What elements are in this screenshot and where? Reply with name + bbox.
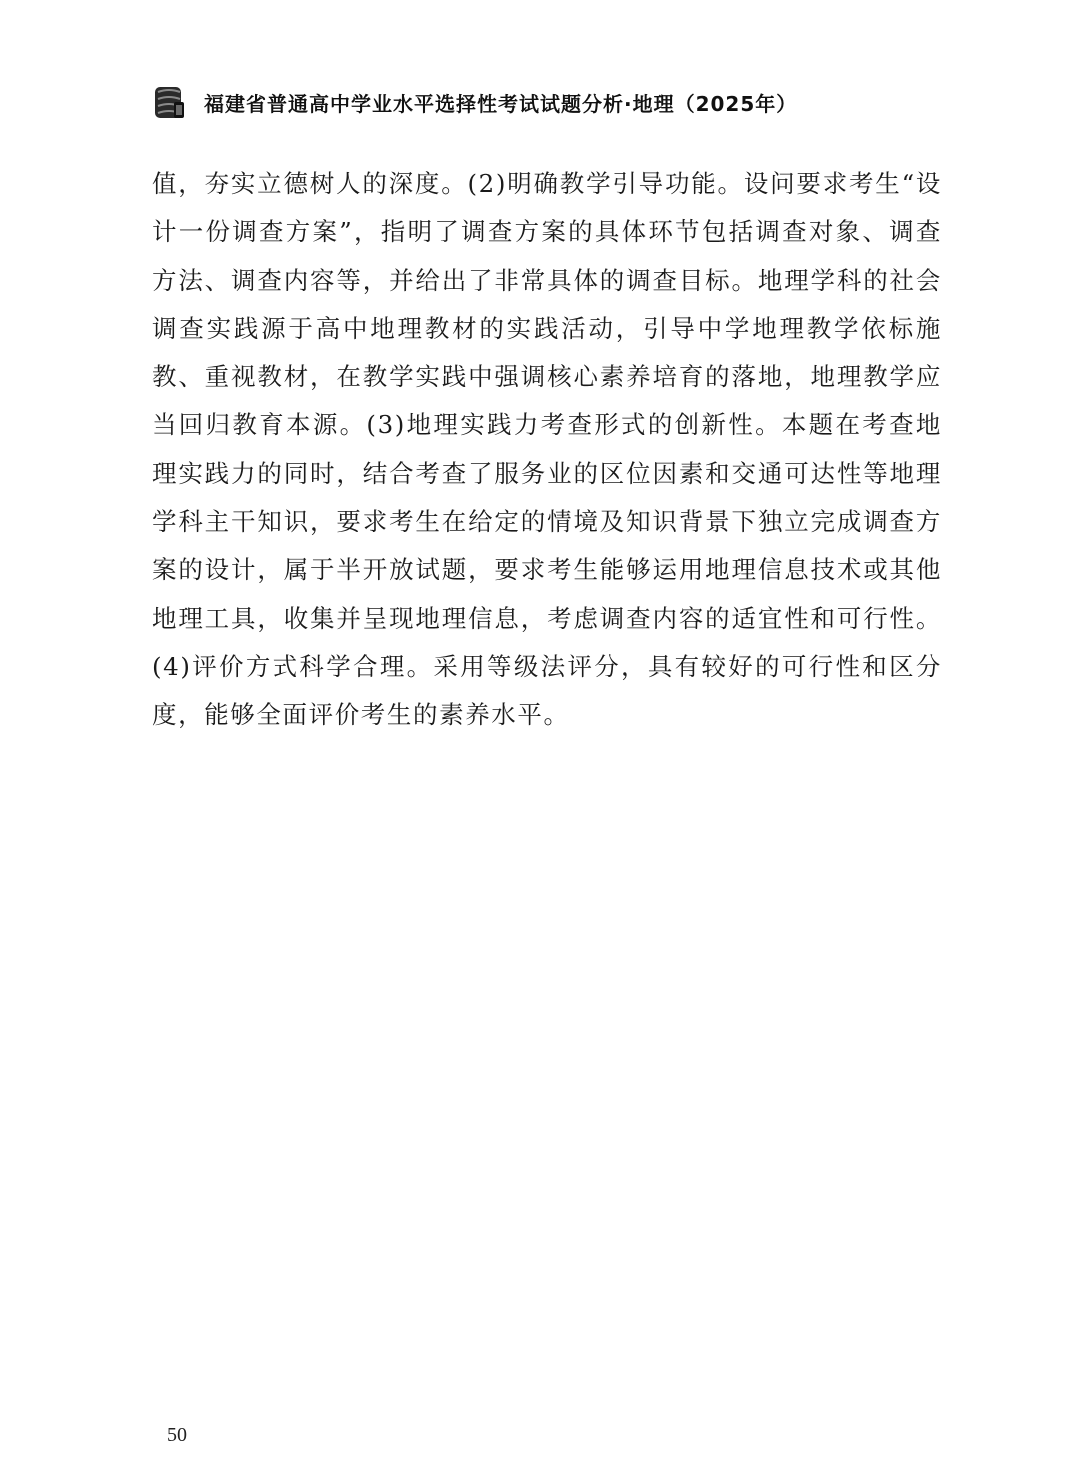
running-header: [152, 80, 797, 124]
body-paragraph: 值，夯实立德树人的深度。(2)明确教学引导功能。设问要求考生“设计一份调查方案”，指明了调查方案的具体环节包括调查对象、调查方法、调查内容等，并给出了非常具体的调查目标。地理学科的社会调查实践源于高中地理教材的实践活动，引导中学地理教学依标施教、重视教材，在教学实践中强调核心素养培育的落地，地理教学应当回归教育本源。(3)地理实践力考查形式的创新性。本题在考查地理实践力的同时，结合考查了服务业的区位因素和交通可达性等地理学科主干知识，要求考生在给定的情境及知识背景下独立完成调查方案的设计，属于半开放试题，要求考生能够运用地理信息技术或其他地理工具，收集并呈现地理信息，考虑调查内容的适宜性和可行性。(4)评价方式科学合理。采用等级法评分，具有较好的可行性和区分度，能够全面评价考生的素养水平。: [152, 169, 942, 730]
book-stack-icon: [152, 82, 186, 122]
header-title: 福建省普通高中学业水平选择性考试试题分析·地理（2025年）: [204, 91, 798, 116]
page-number: 50: [167, 1424, 187, 1446]
